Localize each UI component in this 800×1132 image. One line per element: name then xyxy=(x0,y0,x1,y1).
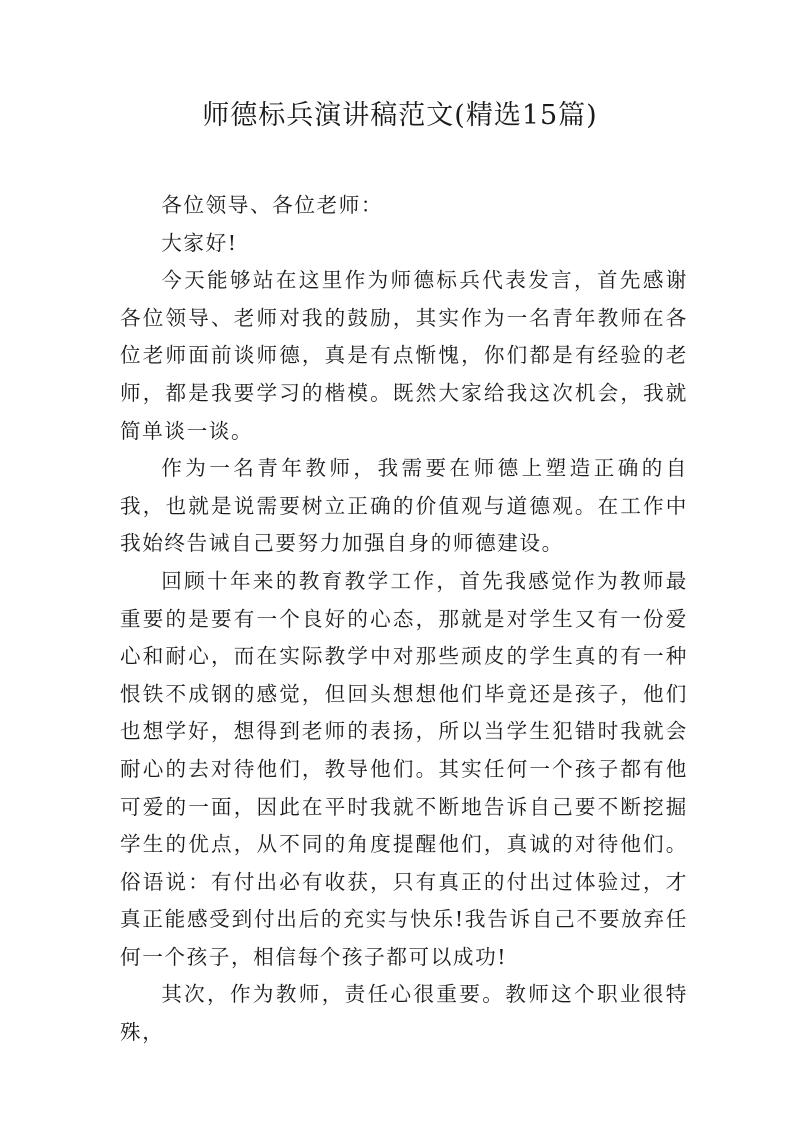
paragraph-greeting: 大家好! xyxy=(161,230,238,255)
paragraph-responsibility: 其次，作为教师，责任心很重要。教师这个职业很特殊， xyxy=(120,982,688,1045)
paragraph-review: 回顾十年来的教育教学工作，首先我感觉作为教师最重要的是要有一个良好的心态，那就是对学生又有一份爱心和耐心，而在实际教学中对那些顽皮的学生真的有一种恨铁不成钢的感觉，但回头想想他们毕竟还是孩子，他们也想学好，想得到老师的表扬，所以当学生犯错时我就会耐心的去对待他们，教导他们。其实任何一个孩子都有他可爱的一面，因此在平时我就不断地告诉自己要不断挖掘学生的优点，从不同的角度提醒他们，真诚的对待他们。俗语说：有付出必有收获，只有真正的付出过体验过，才真正能感受到付出后的充实与快乐!我告诉自己不要放弃任何一个孩子，相信每个孩子都可以成功! xyxy=(120,568,688,969)
document-title: 师德标兵演讲稿范文(精选15篇) xyxy=(202,100,598,131)
paragraph-values: 作为一名青年教师，我需要在师德上塑造正确的自我，也就是说需要树立正确的价值观与道德观。在工作中我始终告诫自己要努力加强自身的师德建设。 xyxy=(120,456,688,556)
document-body xyxy=(120,187,688,1052)
paragraph-salutation: 各位领导、各位老师： xyxy=(161,193,384,217)
paragraph-opening: 今天能够站在这里作为师德标兵代表发言，首先感谢各位领导、老师对我的鼓励，其实作为一名青年教师在各位老师面前谈师德，真是有点惭愧，你们都是有经验的老师，都是我要学习的楷模。既然大家给我这次机会，我就简单谈一谈。 xyxy=(120,268,688,443)
